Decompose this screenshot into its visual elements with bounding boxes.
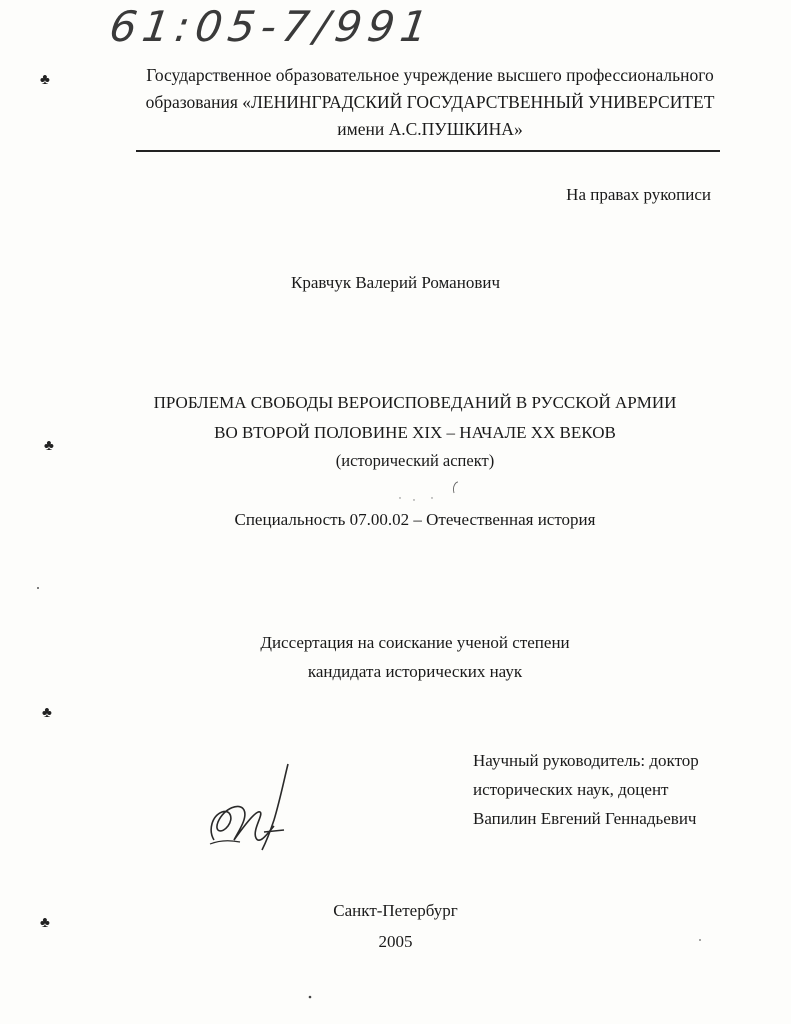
- specialty-line: Специальность 07.00.02 – Отечественная история: [234, 510, 596, 529]
- supervisor-block: [473, 746, 699, 833]
- institution-line-3: имени А.С.ПУШКИНА»: [337, 119, 523, 139]
- title-line-2: ВО ВТОРОЙ ПОЛОВИНЕ XIX – НАЧАЛЕ XX ВЕКОВ: [214, 423, 616, 442]
- handwritten-archive-code: 61:05-7/991: [106, 2, 437, 51]
- thesis-title: [120, 388, 710, 448]
- binding-mark-icon: ♣: [44, 438, 54, 454]
- binding-mark-icon: ♣: [42, 705, 52, 721]
- supervisor-line-2: исторических наук, доцент: [473, 780, 669, 799]
- manuscript-note: На правах рукописи: [566, 185, 711, 204]
- thesis-subtitle: (исторический аспект): [335, 451, 495, 470]
- institution-line-2: образования «ЛЕНИНГРАДСКИЙ ГОСУДАРСТВЕННЫЙ УНИВЕРСИТЕТ: [145, 92, 715, 112]
- degree-line-2: кандидата исторических наук: [307, 662, 523, 681]
- signature-icon: [200, 760, 310, 855]
- degree-statement: [120, 628, 710, 686]
- author-name: Кравчук Валерий Романович: [291, 273, 500, 292]
- header-divider: [136, 150, 720, 152]
- binding-mark-icon: ♣: [40, 915, 50, 931]
- title-line-1: ПРОБЛЕМА СВОБОДЫ ВЕРОИСПОВЕДАНИЙ В РУССКОЙ АРМИИ: [153, 393, 677, 412]
- degree-line-1: Диссертация на соискание ученой степени: [260, 633, 570, 652]
- city-name: Санкт-Петербург: [333, 901, 458, 920]
- supervisor-line-1: Научный руководитель: доктор: [473, 751, 699, 770]
- year: 2005: [378, 932, 413, 951]
- place-and-year: [0, 895, 791, 957]
- institution-line-1: Государственное образовательное учреждение высшего профессионального: [146, 65, 714, 85]
- binding-mark-icon: ♣: [40, 72, 50, 88]
- supervisor-line-3: Вапилин Евгений Геннадьевич: [473, 809, 697, 828]
- institution-block: [130, 62, 730, 143]
